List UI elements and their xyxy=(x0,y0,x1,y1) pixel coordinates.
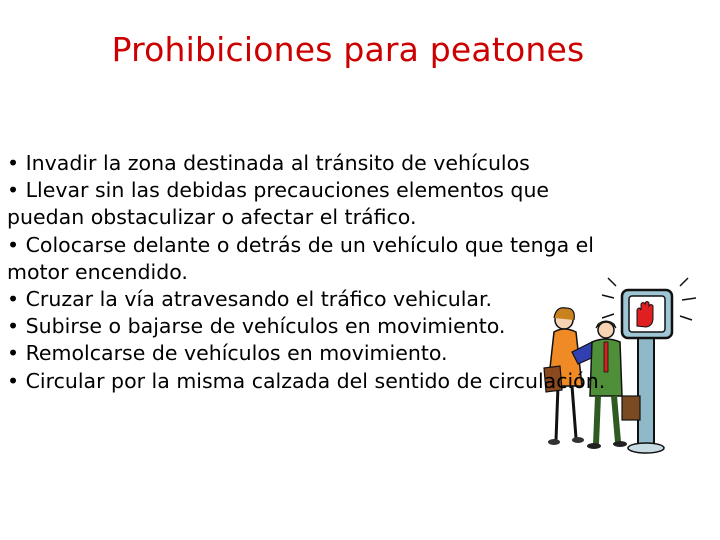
list-line: • Subirse o bajarse de vehículos en movimiento. xyxy=(7,314,506,339)
list-line: • Circular por la misma calzada del sentido de circulación. xyxy=(7,368,606,393)
list-line: • Remolcarse de vehículos en movimiento. xyxy=(7,341,448,366)
slide-title: Prohibiciones para peatones xyxy=(111,30,585,69)
list-line: • Llevar sin las debidas precauciones elementos que xyxy=(7,178,550,203)
list-line: • Cruzar la vía atravesando el tráfico vehicular. xyxy=(7,287,493,312)
list-line: • Invadir la zona destinada al tránsito de vehículos xyxy=(7,151,530,175)
list-line: puedan obstaculizar o afectar el tráfico. xyxy=(7,205,417,230)
list-line: • Colocarse delante o detrás de un vehículo que tenga el xyxy=(7,232,594,257)
prohibitions-list xyxy=(7,150,707,395)
list-line: motor encendido. xyxy=(7,259,188,284)
